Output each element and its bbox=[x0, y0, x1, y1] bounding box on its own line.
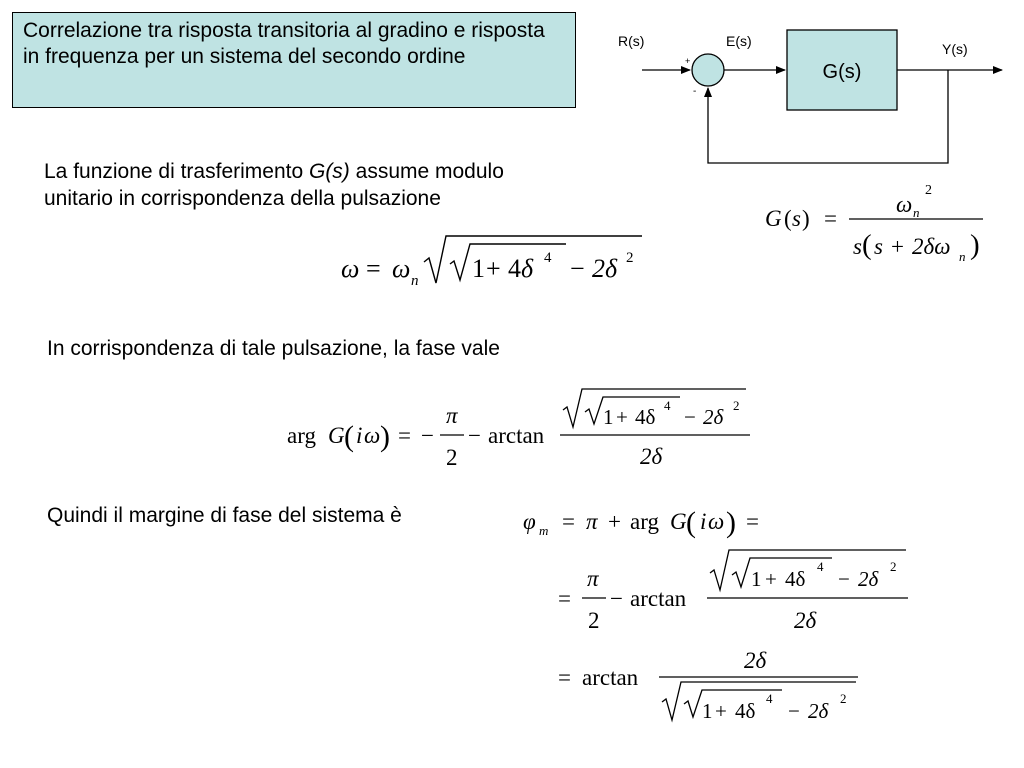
eq3-equals: = bbox=[398, 423, 411, 448]
eq6-plus: + bbox=[715, 699, 727, 723]
eq4-plus: + bbox=[608, 509, 621, 534]
eq3-rparen: ) bbox=[380, 420, 390, 453]
eq5-minus: − bbox=[610, 586, 623, 611]
eq3-G: G bbox=[328, 423, 345, 448]
eq5-four-delta: 4δ bbox=[785, 567, 806, 591]
eq1-num-exponent: 2 bbox=[925, 183, 932, 198]
eq2-one: 1 bbox=[472, 254, 485, 283]
summing-junction bbox=[692, 54, 724, 86]
eq3-omega: ω bbox=[364, 423, 381, 448]
eq2-exp2: 2 bbox=[626, 250, 634, 266]
eq3-minus3: − bbox=[684, 405, 696, 429]
eq2-four: 4 bbox=[508, 254, 521, 283]
paragraph-phase-margin: Quindi il margine di fase del sistema è bbox=[47, 504, 402, 527]
eq3-lparen: ( bbox=[344, 420, 354, 453]
eq4-lparen: ( bbox=[686, 506, 696, 539]
eq3-two-delta: 2δ bbox=[703, 405, 724, 429]
eq1-s: s bbox=[792, 206, 801, 231]
slide-title: Correlazione tra risposta transitoria al gradino e risposta in frequenza per un sistema del secondo ordine bbox=[23, 19, 545, 68]
eq3-minus: − bbox=[421, 423, 434, 448]
eq4-arg: arg bbox=[630, 509, 659, 534]
eq2-two-delta: 2δ bbox=[592, 254, 618, 283]
eq5-pi: π bbox=[587, 566, 599, 591]
eq2-omega-n: ω bbox=[392, 254, 411, 283]
output-label: Y(s) bbox=[942, 41, 968, 57]
eq3-i: i bbox=[356, 423, 363, 448]
eq4-G: G bbox=[670, 509, 687, 534]
eq1-equals: = bbox=[824, 206, 837, 231]
paragraph1-text: La funzione di trasferimento bbox=[44, 160, 309, 183]
eq4-subscript-m: m bbox=[539, 523, 549, 538]
eq1-den-subscript: n bbox=[959, 249, 966, 264]
eq5-plus: + bbox=[765, 567, 777, 591]
eq5-exp4: 4 bbox=[817, 559, 824, 574]
eq6-numerator: 2δ bbox=[744, 648, 767, 673]
eq4-omega: ω bbox=[708, 509, 725, 534]
eq1-num-subscript: n bbox=[913, 205, 920, 220]
eq5-denominator: 2δ bbox=[794, 608, 817, 633]
eq3-exp4: 4 bbox=[664, 398, 671, 413]
equation-phase bbox=[287, 389, 750, 470]
plus-sign: + bbox=[685, 56, 691, 66]
eq1-rparen: ) bbox=[802, 206, 810, 231]
eq3-plus: + bbox=[616, 405, 628, 429]
eq3-minus2: − bbox=[468, 423, 481, 448]
eq4-rparen: ) bbox=[726, 506, 736, 539]
eq5-exp2: 2 bbox=[890, 559, 897, 574]
eq1-den-s2: s bbox=[874, 234, 883, 259]
eq1-den-plus: + bbox=[891, 234, 904, 259]
equation-phase-margin-line2 bbox=[558, 550, 908, 633]
paragraph1-emphasis: G(s) bbox=[308, 160, 350, 183]
equation-phase-margin-line3 bbox=[558, 648, 858, 723]
eq2-delta: δ bbox=[521, 254, 534, 283]
eq6-equals: = bbox=[558, 665, 571, 690]
eq5-two: 2 bbox=[588, 608, 600, 633]
paragraph1-text-end: assume modulo bbox=[349, 160, 504, 183]
eq6-two-delta: 2δ bbox=[808, 699, 829, 723]
eq3-two: 2 bbox=[446, 445, 458, 470]
eq4-equals: = bbox=[562, 509, 575, 534]
block-label: G(s) bbox=[822, 61, 862, 83]
eq1-den-lparen: ( bbox=[862, 229, 872, 261]
eq4-equals-end: = bbox=[746, 509, 759, 534]
eq5-minus2: − bbox=[838, 567, 850, 591]
minus-sign: - bbox=[693, 86, 697, 97]
eq1-G: G bbox=[765, 206, 782, 231]
eq1-den-s: s bbox=[853, 234, 862, 259]
eq2-omega: ω bbox=[341, 254, 360, 283]
eq2-subscript-n: n bbox=[411, 273, 419, 289]
eq3-denominator: 2δ bbox=[640, 444, 663, 469]
eq1-lparen: ( bbox=[784, 206, 792, 231]
eq3-arg: arg bbox=[287, 423, 316, 448]
eq4-pi: π bbox=[586, 509, 598, 534]
equation-phase-margin-line1 bbox=[523, 506, 759, 539]
equation-transfer-function bbox=[765, 183, 983, 264]
eq6-exp4: 4 bbox=[766, 691, 773, 706]
eq4-i: i bbox=[700, 509, 707, 534]
eq5-arctan: arctan bbox=[630, 586, 687, 611]
equation-crossover-frequency bbox=[341, 236, 642, 289]
eq2-minus: − bbox=[570, 254, 585, 283]
eq2-exp4: 4 bbox=[544, 250, 552, 266]
eq5-two-delta: 2δ bbox=[858, 567, 879, 591]
eq1-den-2dw: 2δω bbox=[912, 234, 951, 259]
eq3-pi: π bbox=[446, 403, 458, 428]
eq3-exp2: 2 bbox=[733, 398, 740, 413]
eq1-num-omega: ω bbox=[896, 192, 913, 217]
eq3-arctan: arctan bbox=[488, 423, 545, 448]
eq5-one: 1 bbox=[751, 567, 762, 591]
input-label: R(s) bbox=[618, 33, 645, 49]
eq3-four-delta: 4δ bbox=[635, 405, 656, 429]
block-diagram bbox=[618, 30, 1002, 163]
paragraph-phase: In corrispondenza di tale pulsazione, la fase vale bbox=[47, 337, 500, 360]
eq2-equals: = bbox=[366, 254, 381, 283]
error-label: E(s) bbox=[726, 33, 752, 49]
eq6-four-delta: 4δ bbox=[735, 699, 756, 723]
eq5-equals: = bbox=[558, 586, 571, 611]
eq3-one: 1 bbox=[603, 405, 614, 429]
eq6-exp2: 2 bbox=[840, 691, 847, 706]
eq1-den-rparen: ) bbox=[970, 229, 980, 261]
eq6-arctan: arctan bbox=[582, 665, 639, 690]
eq6-one: 1 bbox=[702, 699, 713, 723]
paragraph1-line2: unitario in corrispondenza della pulsazione bbox=[44, 187, 441, 210]
eq6-minus: − bbox=[788, 699, 800, 723]
eq2-plus: + bbox=[486, 254, 501, 283]
eq4-phi: φ bbox=[523, 509, 536, 534]
